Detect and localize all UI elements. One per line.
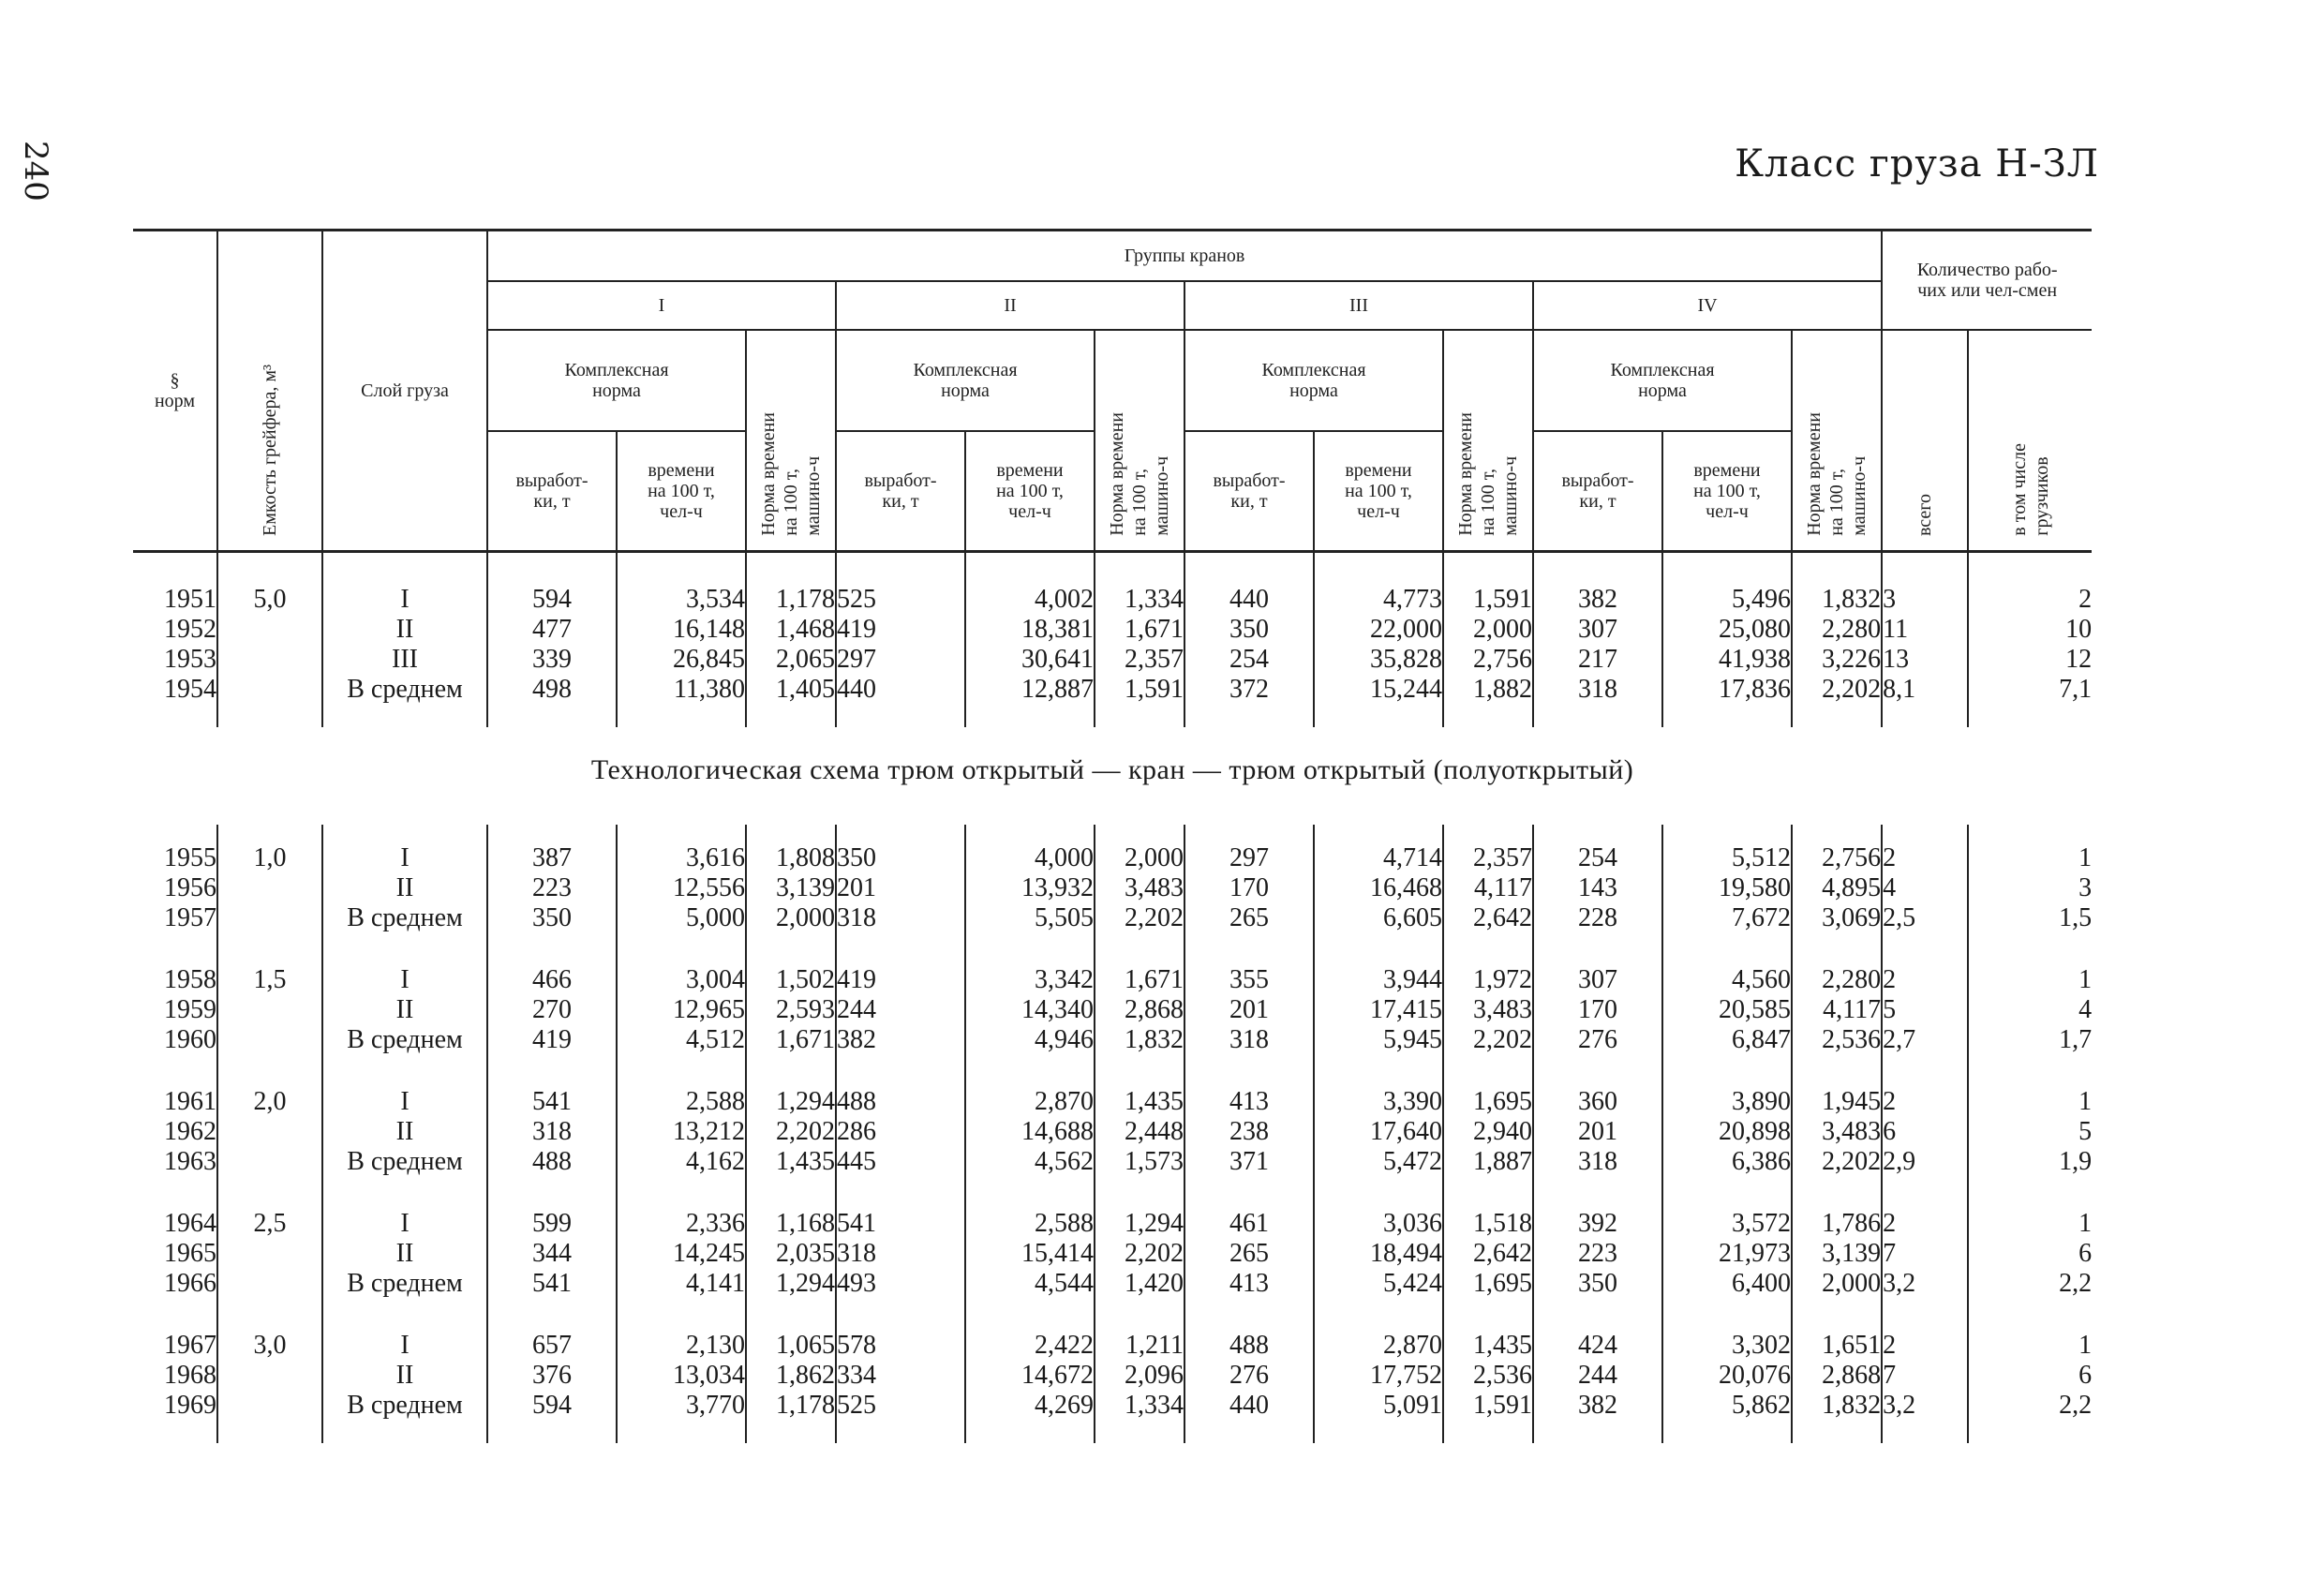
cell-g1-machine: 1,294 2,202 1,435 [746,1068,836,1190]
cell-loaders: 1 6 2,2 [1968,1312,2092,1443]
cell-g4-machine: 1,786 3,139 2,000 [1792,1190,1882,1312]
cell-g1-time: 2,130 13,034 3,770 [617,1312,746,1443]
header-group-2: II [836,281,1184,330]
cell-total: 2 7 3,2 [1882,1312,1968,1443]
cell-g2-machine: 2,000 3,483 2,202 [1095,825,1184,946]
cell-loaders: 1 5 1,9 [1968,1068,2092,1190]
cell-g1-machine: 1,065 1,862 1,178 [746,1312,836,1443]
header-loaders [1968,330,2092,552]
cell-g1-output: 466 270 419 [487,946,617,1068]
cell-g3-output: 440 350 254 372 [1184,552,1314,728]
cell-g1-machine: 1,178 1,468 2,065 1,405 [746,552,836,728]
cell-norms: 1958 1959 1960 [164,965,216,1054]
table-row [133,946,2092,1068]
header-output-2: выработ- ки, т [836,431,965,552]
cell-g1-time: 3,534 16,148 26,845 11,380 [617,552,746,728]
table-row [133,825,2092,946]
cell-g3-output: 297 170 265 [1184,825,1314,946]
cell-norms: 1951 1952 1953 1954 [164,585,216,704]
cell-g3-machine: 1,591 2,000 2,756 1,882 [1443,552,1533,728]
cell-g1-machine: 1,168 2,035 1,294 [746,1190,836,1312]
cell-g1-machine: 1,808 3,139 2,000 [746,825,836,946]
cell-g4-output: 382 307 217 318 [1533,552,1662,728]
cell-g4-time: 3,890 20,898 6,386 [1662,1068,1792,1190]
cell-g3-output: 355 201 318 [1184,946,1314,1068]
cell-norms: 1967 1968 1969 [164,1331,216,1420]
cell-g2-time: 2,870 14,688 4,562 [965,1068,1095,1190]
cell-g2-time: 4,002 18,381 30,641 12,887 [965,552,1095,728]
page-title: Класс груза Н-ЗЛ [1735,142,2099,186]
cell-g2-output: 488 286 445 [836,1068,965,1190]
cell-loaders: 2 10 12 7,1 [1968,552,2092,728]
cell-g1-time: 2,336 14,245 4,141 [617,1190,746,1312]
cell-g3-output: 413 238 371 [1184,1068,1314,1190]
cell-g1-output: 541 318 488 [487,1068,617,1190]
cell-total: 2 4 2,5 [1882,825,1968,946]
header-machine-time-1-label: Норма времени на 100 т, машино-ч [758,412,824,536]
cell-g1-time: 3,004 12,965 4,512 [617,946,746,1068]
header-complex-norm-4: Комплексная норма [1533,330,1792,431]
cell-loaders: 1 3 1,5 [1968,825,2092,946]
cell-g1-output: 594 477 339 498 [487,552,617,728]
header-loaders-label: в том числе грузчиков [2008,443,2052,536]
table-body [133,552,2092,1444]
header-capacity [217,231,322,552]
cell-g1-output: 387 223 350 [487,825,617,946]
cell-g4-machine: 1,832 2,280 3,226 2,202 [1792,552,1882,728]
cell-g2-time: 4,000 13,932 5,505 [965,825,1095,946]
header-total [1882,330,1968,552]
cell-g4-time: 5,512 19,580 7,672 [1662,825,1792,946]
header-output-4: выработ- ки, т [1533,431,1662,552]
cell-g4-machine: 1,945 3,483 2,202 [1792,1068,1882,1190]
header-time-4: времени на 100 т, чел-ч [1662,431,1792,552]
table-header [133,231,2092,552]
header-layer: Слой груза [322,231,487,552]
cell-g4-output: 392 223 350 [1533,1190,1662,1312]
cell-g3-time: 4,773 22,000 35,828 15,244 [1314,552,1443,728]
cell-total: 2 7 3,2 [1882,1190,1968,1312]
cell-g2-machine: 1,671 2,868 1,832 [1095,946,1184,1068]
table-row [133,552,2092,728]
header-time-2: времени на 100 т, чел-ч [965,431,1095,552]
cell-layer: I II В среднем [322,946,487,1068]
cell-loaders: 1 4 1,7 [1968,946,2092,1068]
header-time-1: времени на 100 т, чел-ч [617,431,746,552]
cell-g4-time: 3,572 21,973 6,400 [1662,1190,1792,1312]
cell-layer: I II В среднем [322,825,487,946]
header-complex-norm-2: Комплексная норма [836,330,1095,431]
cell-g4-time: 5,496 25,080 41,938 17,836 [1662,552,1792,728]
header-machine-time-3 [1443,330,1533,552]
cell-capacity: 1,5 [217,946,322,1068]
header-machine-time-4 [1792,330,1882,552]
cell-layer: I II В среднем [322,1312,487,1443]
cell-total: 2 5 2,7 [1882,946,1968,1068]
cell-g4-output: 307 170 276 [1533,946,1662,1068]
header-machine-time-4-label: Норма времени на 100 т, машино-ч [1804,412,1870,536]
cell-g4-time: 4,560 20,585 6,847 [1662,946,1792,1068]
cell-g3-output: 488 276 440 [1184,1312,1314,1443]
cell-g2-machine: 1,435 2,448 1,573 [1095,1068,1184,1190]
cell-g4-output: 424 244 382 [1533,1312,1662,1443]
cell-capacity: 5,0 [217,552,322,728]
cell-g2-output: 350 201 318 [836,825,965,946]
cell-loaders: 1 6 2,2 [1968,1190,2092,1312]
cell-g1-time: 3,616 12,556 5,000 [617,825,746,946]
header-machine-time-1 [746,330,836,552]
page-number: 240 [17,141,54,201]
cell-g2-output: 578 334 525 [836,1312,965,1443]
section-caption: Технологическая схема трюм открытый — кран — трюм открытый (полуоткрытый) [590,754,1634,785]
cell-g3-time: 3,036 18,494 5,424 [1314,1190,1443,1312]
cell-total: 3 11 13 8,1 [1882,552,1968,728]
cell-g3-machine: 1,518 2,642 1,695 [1443,1190,1533,1312]
cell-g3-time: 2,870 17,752 5,091 [1314,1312,1443,1443]
header-output-1: выработ- ки, т [487,431,617,552]
cell-layer: I II III В среднем [322,552,487,728]
cell-norms: 1955 1956 1957 [164,843,216,932]
header-workers: Количество рабо- чих или чел-смен [1882,231,2092,331]
cell-g2-output: 419 244 382 [836,946,965,1068]
cell-g1-output: 657 376 594 [487,1312,617,1443]
header-capacity-label: Емкость грейфера, м³ [260,365,280,536]
cell-g1-time: 2,588 13,212 4,162 [617,1068,746,1190]
cell-g1-output: 599 344 541 [487,1190,617,1312]
cell-g4-output: 254 143 228 [1533,825,1662,946]
cell-g4-machine: 2,280 4,117 2,536 [1792,946,1882,1068]
cell-norms: 1964 1965 1966 [164,1209,216,1298]
table-row [133,1190,2092,1312]
cell-g3-machine: 2,357 4,117 2,642 [1443,825,1533,946]
header-complex-norm-3: Комплексная норма [1184,330,1443,431]
header-group-4: IV [1533,281,1882,330]
cell-capacity: 3,0 [217,1312,322,1443]
header-group-1: I [487,281,836,330]
cell-g1-machine: 1,502 2,593 1,671 [746,946,836,1068]
cell-g2-time: 2,588 15,414 4,544 [965,1190,1095,1312]
cell-g2-output: 541 318 493 [836,1190,965,1312]
cell-capacity: 2,5 [217,1190,322,1312]
cell-g4-output: 360 201 318 [1533,1068,1662,1190]
cell-total: 2 6 2,9 [1882,1068,1968,1190]
cell-g4-machine: 1,651 2,868 1,832 [1792,1312,1882,1443]
header-norms: § норм [154,370,196,411]
norms-table [133,229,2092,1443]
header-machine-time-2-label: Норма времени на 100 т, машино-ч [1107,412,1172,536]
header-output-3: выработ- ки, т [1184,431,1314,552]
table-row [133,1312,2092,1443]
table-row [133,1068,2092,1190]
header-time-3: времени на 100 т, чел-ч [1314,431,1443,552]
cell-g2-machine: 1,334 1,671 2,357 1,591 [1095,552,1184,728]
cell-layer: I II В среднем [322,1190,487,1312]
header-total-label: всего [1914,493,1936,536]
cell-g3-time: 4,714 16,468 6,605 [1314,825,1443,946]
cell-g2-machine: 1,211 2,096 1,334 [1095,1312,1184,1443]
header-group-3: III [1184,281,1533,330]
cell-g3-machine: 1,972 3,483 2,202 [1443,946,1533,1068]
cell-g2-output: 525 419 297 440 [836,552,965,728]
cell-g4-machine: 2,756 4,895 3,069 [1792,825,1882,946]
header-machine-time-2 [1095,330,1184,552]
cell-layer: I II В среднем [322,1068,487,1190]
cell-g3-machine: 1,435 2,536 1,591 [1443,1312,1533,1443]
cell-g4-time: 3,302 20,076 5,862 [1662,1312,1792,1443]
cell-capacity: 1,0 [217,825,322,946]
header-machine-time-3-label: Норма времени на 100 т, машино-ч [1455,412,1521,536]
cell-norms: 1961 1962 1963 [164,1087,216,1176]
section-caption-row [133,727,2092,825]
cell-g3-time: 3,944 17,415 5,945 [1314,946,1443,1068]
cell-capacity: 2,0 [217,1068,322,1190]
cell-g2-time: 2,422 14,672 4,269 [965,1312,1095,1443]
cell-g2-machine: 1,294 2,202 1,420 [1095,1190,1184,1312]
header-complex-norm-1: Комплексная норма [487,330,746,431]
header-crane-groups: Группы кранов [487,231,1882,282]
norms-sheet [133,229,2092,1443]
cell-g3-output: 461 265 413 [1184,1190,1314,1312]
cell-g2-time: 3,342 14,340 4,946 [965,946,1095,1068]
cell-g3-time: 3,390 17,640 5,472 [1314,1068,1443,1190]
cell-g3-machine: 1,695 2,940 1,887 [1443,1068,1533,1190]
